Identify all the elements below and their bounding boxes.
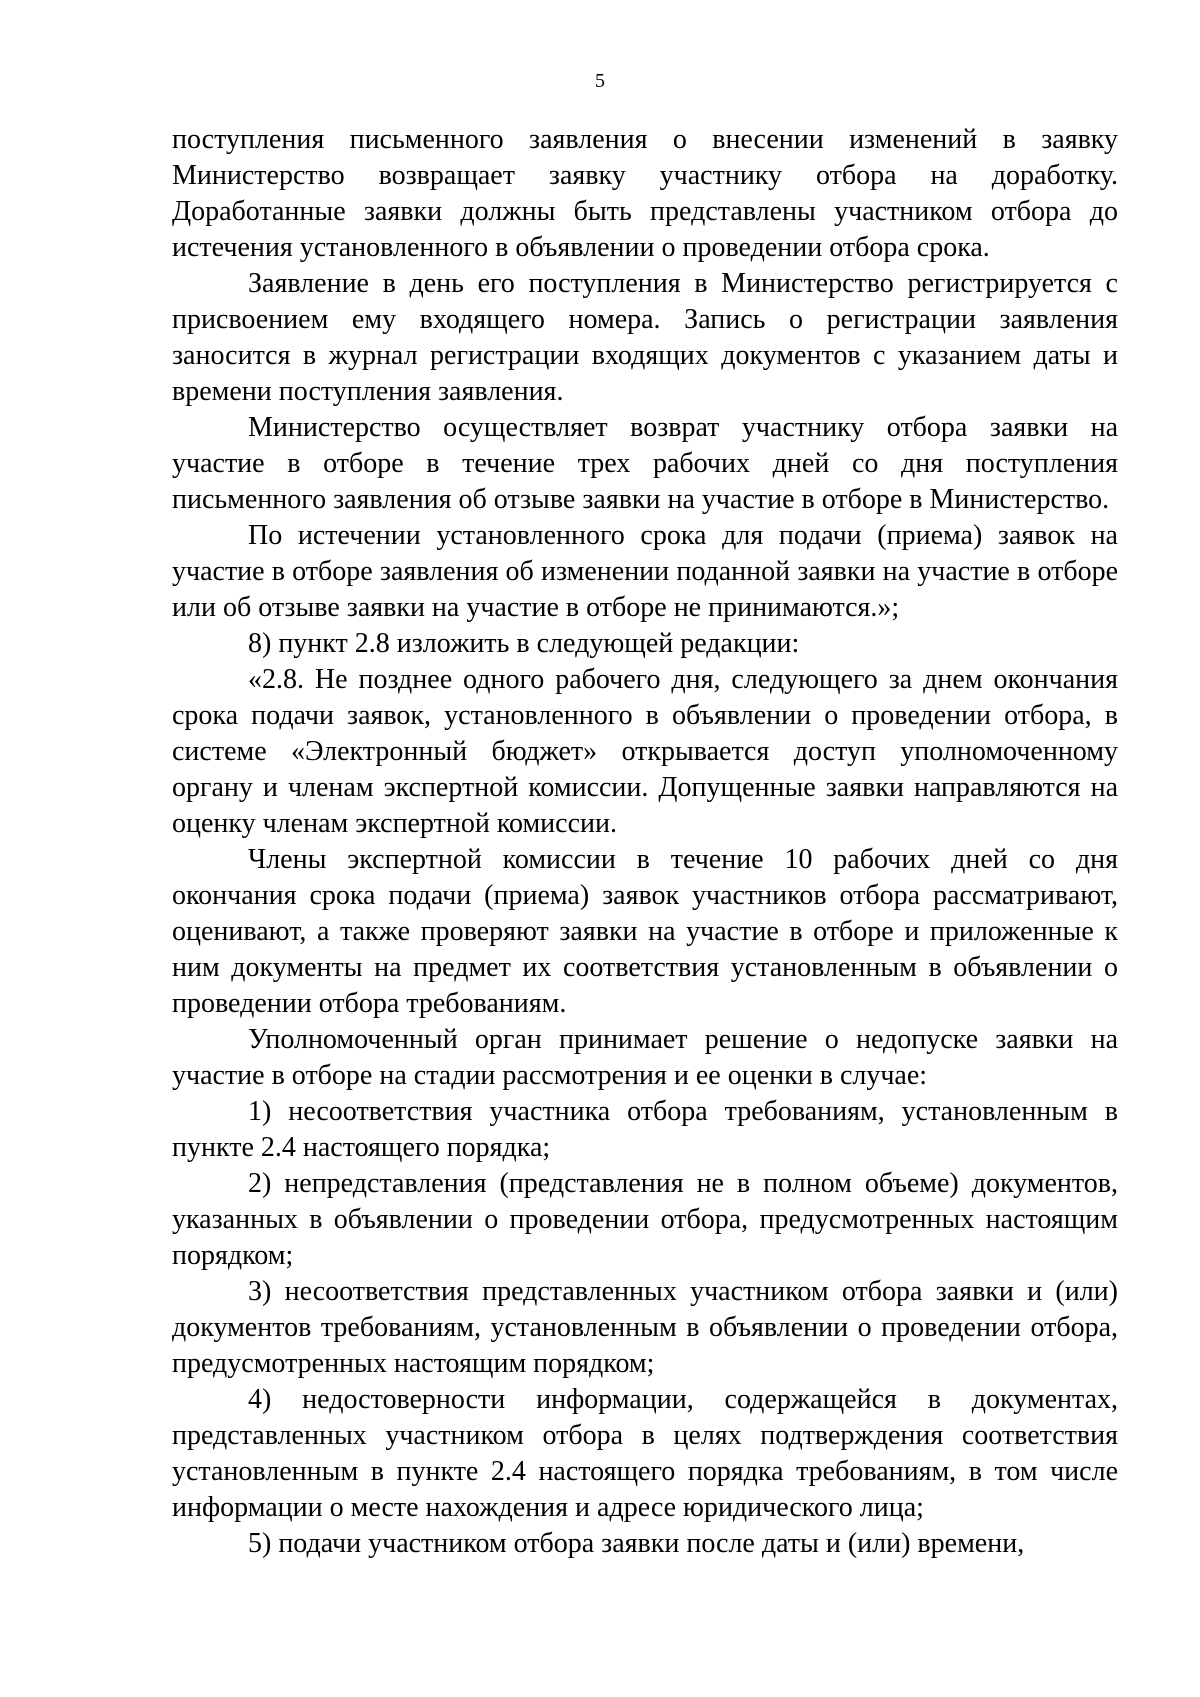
- list-item-1: 1) несоответствия участника отбора требованиям, установленным в пункте 2.4 настоящего порядка;: [172, 1096, 1118, 1163]
- paragraph-item-8: 8) пункт 2.8 изложить в следующей редакции:: [248, 628, 800, 659]
- list-item-5: 5) подачи участником отбора заявки после даты и (или) времени,: [248, 1528, 1025, 1559]
- paragraph-registration: Заявление в день его поступления в Министерство регистрируется с присвоением ему входящего номера. Запись о регистрации заявления заносится в журнал регистрации входящих документов с указанием даты и времени поступления заявления.: [172, 268, 1118, 407]
- page-number: 5: [595, 70, 605, 92]
- list-item-2: 2) непредставления (представления не в полном объеме) документов, указанных в объявлении о проведении отбора, предусмотренных настоящим порядком;: [172, 1168, 1118, 1271]
- paragraph-return: Министерство осуществляет возврат участнику отбора заявки на участие в отборе в течение трех рабочих дней со дня поступления письменного заявления об отзыве заявки на участие в отборе в Министерство.: [172, 412, 1118, 515]
- list-item-3: 3) несоответствия представленных участником отбора заявки и (или) документов требованиям, установленным в объявлении о проведении отбора, предусмотренных настоящим порядком;: [172, 1276, 1118, 1379]
- document-body: [172, 122, 1118, 1562]
- paragraph-rejection-intro: Уполномоченный орган принимает решение о недопуске заявки на участие в отборе на стадии рассмотрения и ее оценки в случае:: [172, 1024, 1118, 1091]
- list-item-4: 4) недостоверности информации, содержащейся в документах, представленных участником отбора в целях подтверждения соответствия установленным в пункте 2.4 настоящего порядка требованиям, в том числе информации о месте нахождения и адресе юридического лица;: [172, 1384, 1118, 1523]
- paragraph-continuation: поступления письменного заявления о внесении изменений в заявку Министерство возвращает заявку участнику отбора на доработку. Доработанные заявки должны быть представлены участником отбора до истечения установленного в объявлении о проведении отбора срока.: [172, 124, 1118, 263]
- paragraph-clause-2-8: «2.8. Не позднее одного рабочего дня, следующего за днем окончания срока подачи заявок, установленного в объявлении о проведении отбора, в системе «Электронный бюджет» открывается доступ уполномоченному органу и членам экспертной комиссии. Допущенные заявки направляются на оценку членам экспертной комиссии.: [172, 664, 1118, 839]
- paragraph-deadline: По истечении установленного срока для подачи (приема) заявок на участие в отборе заявления об изменении поданной заявки на участие в отборе или об отзыве заявки на участие в отборе не принимаются.»;: [172, 520, 1118, 623]
- paragraph-commission-review: Члены экспертной комиссии в течение 10 рабочих дней со дня окончания срока подачи (приема) заявок участников отбора рассматривают, оценивают, а также проверяют заявки на участие в отборе и приложенные к ним документы на предмет их соответствия установленным в объявлении о проведении отбора требованиям.: [172, 844, 1118, 1019]
